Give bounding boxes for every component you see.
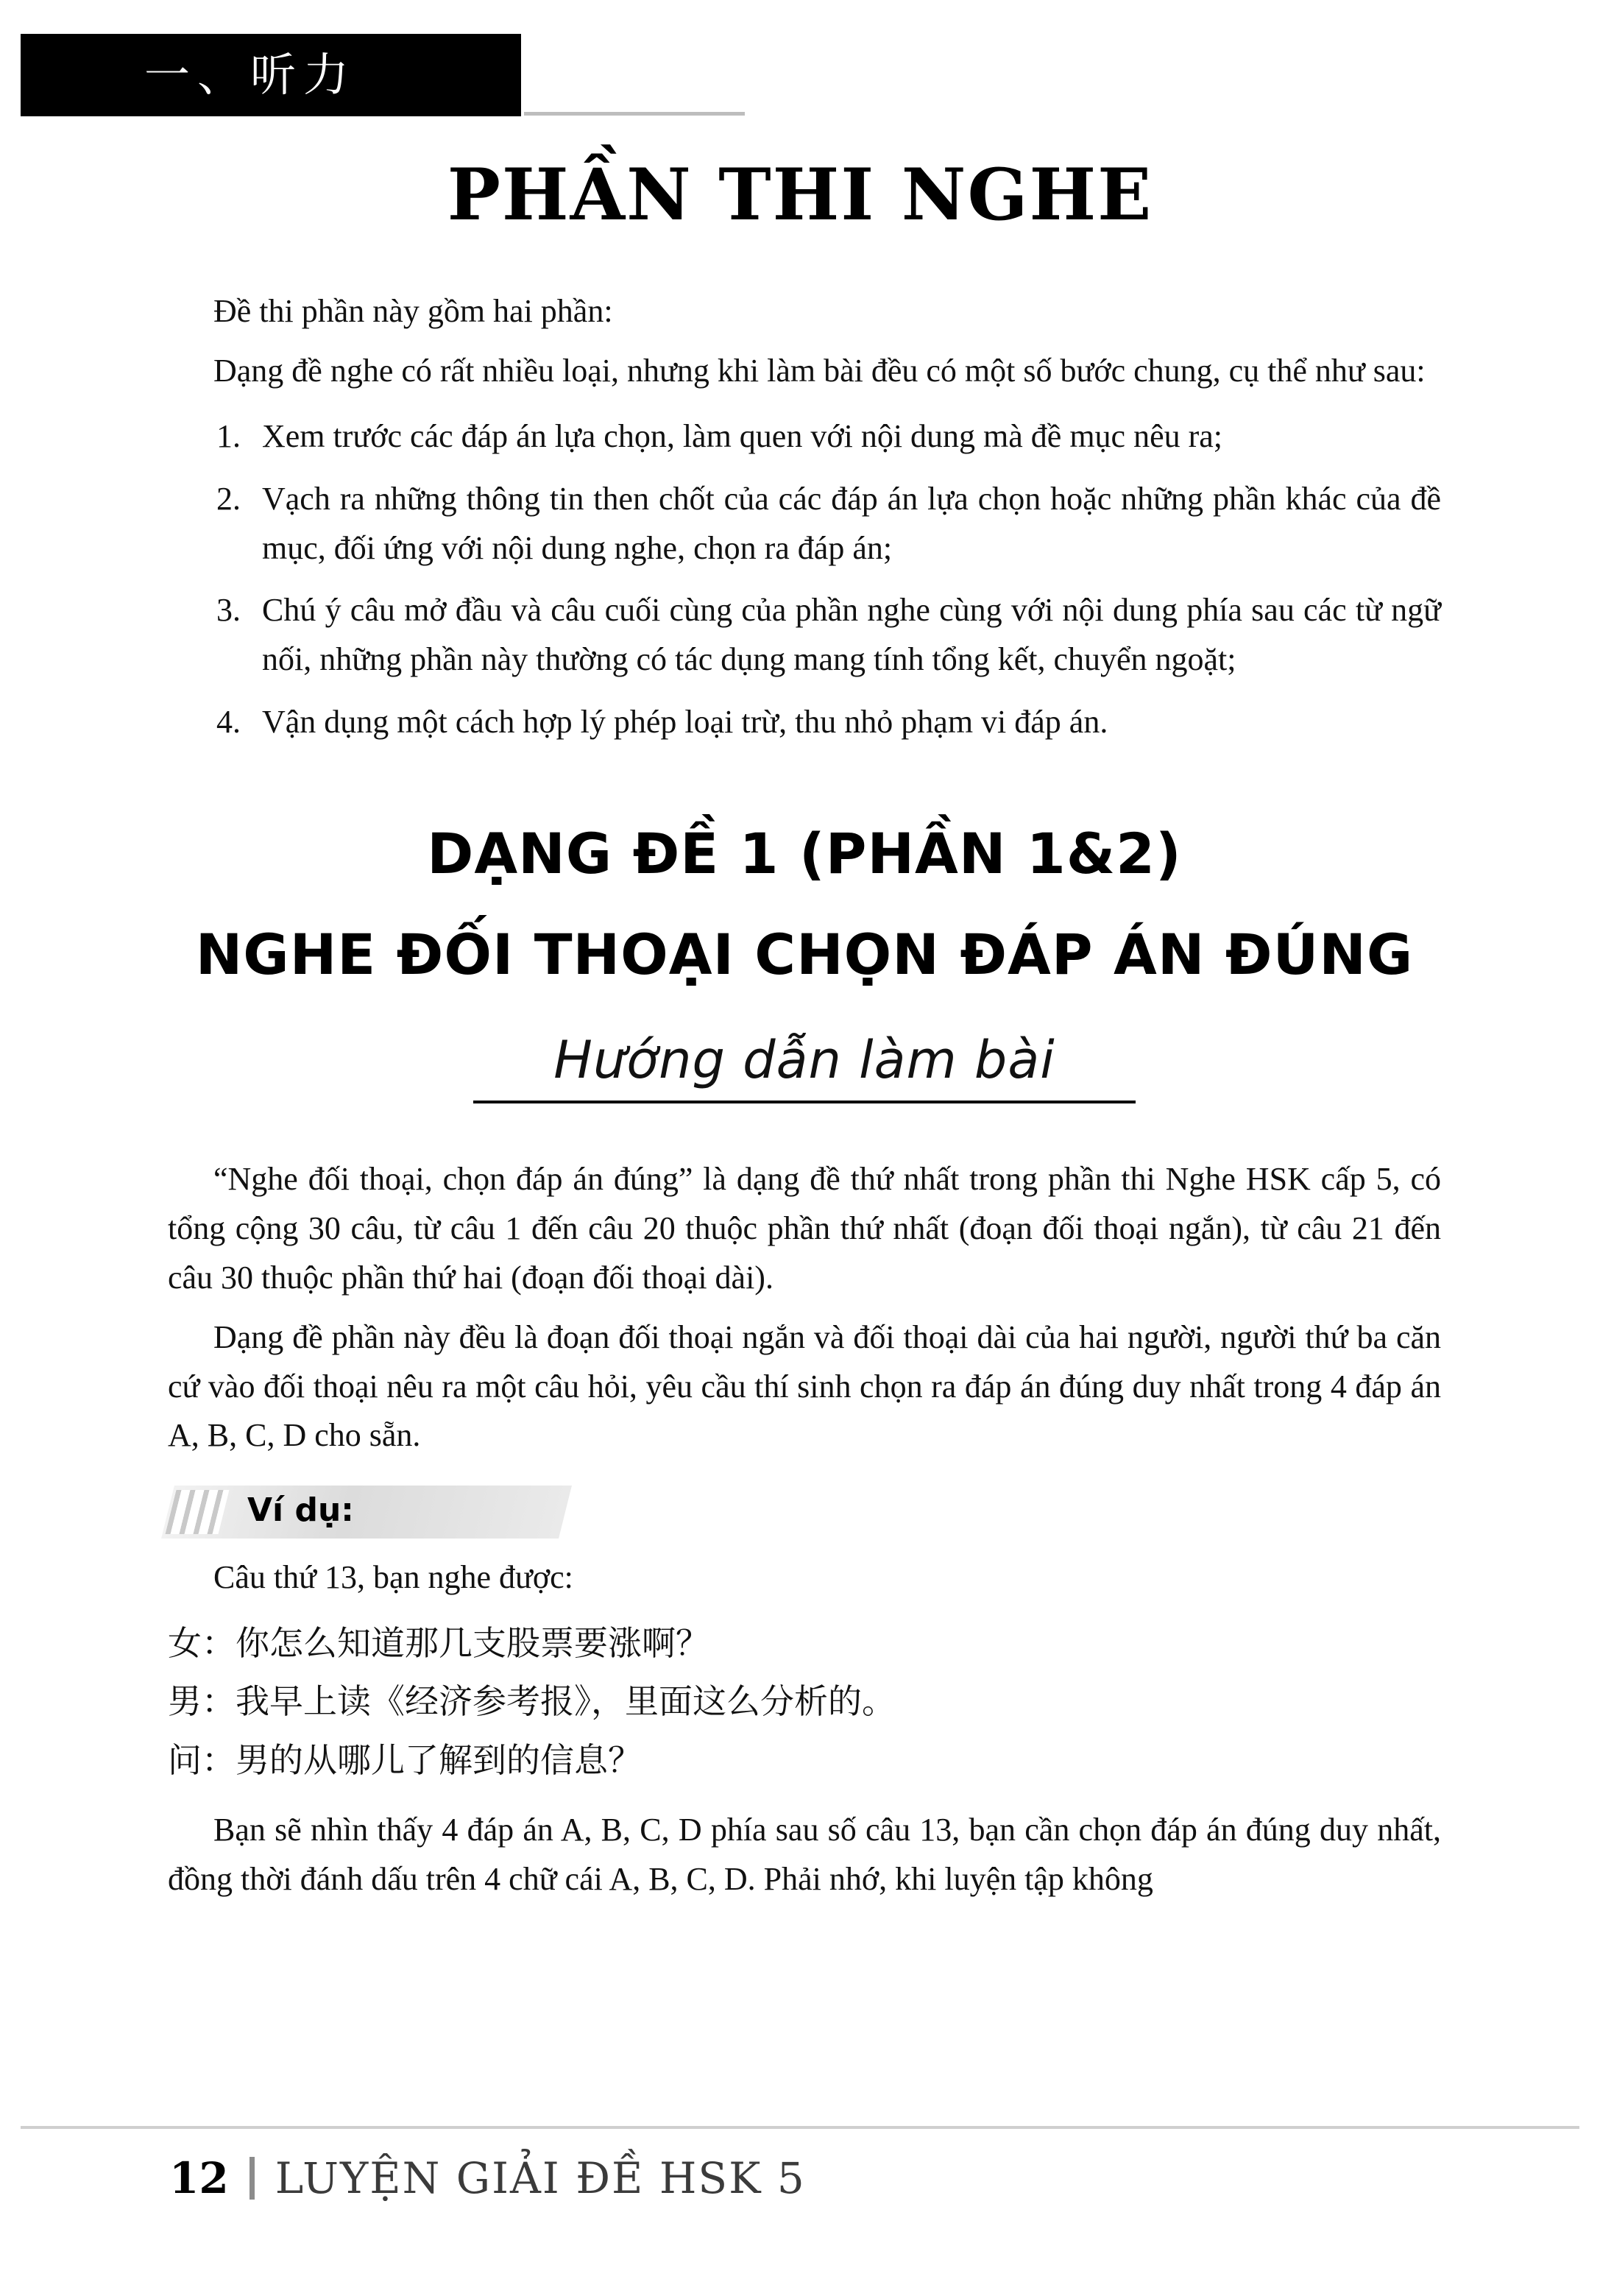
footer-separator: [249, 2157, 255, 2200]
list-item: 4. Vận dụng một cách hợp lý phép loại trừ, thu nhỏ phạm vi đáp án.: [249, 698, 1441, 747]
guide-body: [168, 1155, 1441, 1460]
dialogue-text: 你怎么知道那几支股票要涨啊？: [236, 1623, 709, 1664]
dialogue-speaker: 男：: [168, 1681, 236, 1722]
list-item: 2. Vạch ra những thông tin then chốt của các đáp án lựa chọn hoặc những phần khác của đề mục, đối ứng với nội dung nghe, chọn ra đáp án;: [249, 475, 1441, 573]
chapter-band: [21, 34, 521, 116]
intro-paragraph-2: Dạng đề nghe có rất nhiều loại, nhưng khi làm bài đều có một số bước chung, cụ thể như sau:: [213, 352, 1426, 389]
book-title: LUYỆN GIẢI ĐỀ HSK 5: [275, 2153, 806, 2203]
header-divider-rule: [524, 112, 745, 116]
dialogue-speaker: 女：: [168, 1623, 236, 1664]
section-heading-2: NGHE ĐỐI THOẠI CHỌN ĐÁP ÁN ĐÚNG: [195, 922, 1414, 987]
dialogue-line: [168, 1617, 1441, 1670]
dialogue-line: [168, 1734, 1441, 1787]
guide-paragraph-1: “Nghe đối thoại, chọn đáp án đúng” là dạng đề thứ nhất trong phần thi Nghe HSK cấp 5, có tổng cộng 30 câu, từ câu 1 đến câu 20 thuộc phần thứ nhất (đoạn đối thoại ngắn), từ câu 21 đến câu 30 thuộc phần thứ hai (đoạn đối thoại dài).: [168, 1161, 1441, 1296]
guide-paragraph-2: Dạng đề phần này đều là đoạn đối thoại ngắn và đối thoại dài của hai người, người thứ ba căn cứ vào đối thoại nêu ra một câu hỏi, yêu cầu thí sinh chọn ra đáp án đúng duy nhất trong 4 đáp án A, B, C, D cho sẵn.: [168, 1318, 1441, 1454]
example-tag: [168, 1486, 565, 1539]
example-tag-label: Ví dụ:: [247, 1491, 354, 1530]
example-lead: Câu thứ 13, bạn nghe được:: [213, 1559, 573, 1596]
guide-heading-underline: [473, 1101, 1136, 1103]
dialogue-text: 我早上读《经济参考报》，里面这么分析的。: [236, 1681, 896, 1722]
chapter-band-label: 一、听力: [144, 48, 357, 102]
dialogue-line: [168, 1675, 1441, 1728]
example-after-paragraph: Bạn sẽ nhìn thấy 4 đáp án A, B, C, D phía sau số câu 13, bạn cần chọn đáp án đúng duy nhất, đồng thời đánh dấu trên 4 chữ cái A, B, C, D. Phải nhớ, khi luyện tập không: [168, 1812, 1441, 1897]
intro-paragraph-1: Đề thi phần này gồm hai phần:: [213, 293, 613, 329]
dialogue-block: [168, 1617, 1441, 1787]
dialogue-text: 男的从哪儿了解到的信息？: [236, 1739, 642, 1780]
footer: [169, 2153, 806, 2203]
footer-divider: [21, 2126, 1579, 2129]
steps-list: [168, 412, 1441, 747]
page-content: [168, 287, 1441, 1915]
dialogue-speaker: 问：: [168, 1739, 236, 1780]
hatch-stripes-icon: [166, 1490, 230, 1534]
page-number: 12: [169, 2153, 229, 2203]
guide-heading: Hướng dẫn làm bài: [553, 1030, 1055, 1090]
list-item: 1. Xem trước các đáp án lựa chọn, làm quen với nội dung mà đề mục nêu ra;: [249, 412, 1441, 462]
section-heading-1: DẠNG ĐỀ 1 (PHẦN 1&2): [427, 821, 1182, 886]
list-item: 3. Chú ý câu mở đầu và câu cuối cùng của phần nghe cùng với nội dung phía sau các từ ngữ nối, những phần này thường có tác dụng mang tính tổng kết, chuyển ngoặt;: [249, 586, 1441, 685]
page-title: PHẦN THI NGHE: [447, 153, 1153, 236]
